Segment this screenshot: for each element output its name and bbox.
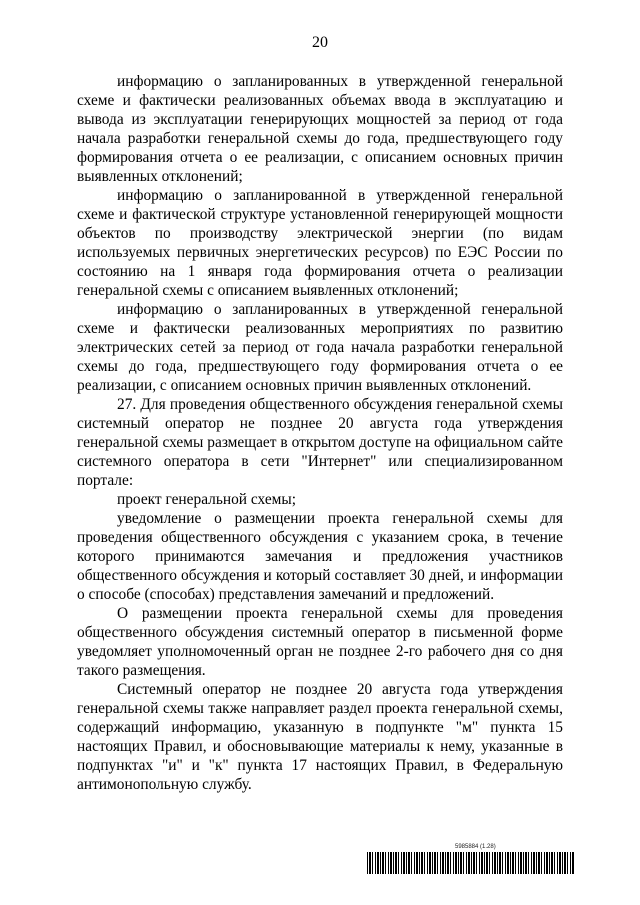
paragraph: информацию о запланированных в утвержденной генеральной схеме и фактически реализованных мероприятиях по развитию электрических сетей за период от года начала разработки генеральной схемы до года, предшествующего году формирования отчета о ее реализации, с описанием основных причин выявленных отклонений.: [77, 301, 563, 394]
paragraph: информацию о запланированных в утвержденной генеральной схеме и фактически реализованных объемах ввода в эксплуатацию и вывода из эксплуатации генерирующих мощностей за период от года начала разработки генеральной схемы до года, предшествующего году формирования отчета о ее реализации, с описанием основных причин выявленных отклонений;: [77, 73, 563, 185]
paragraph: Системный оператор не позднее 20 августа года утверждения генеральной схемы также направляет раздел проекта генеральной схемы, содержащий информацию, указанную в подпункте "м" пункта 15 настоящих Правил, и обосновывающие материалы к нему, указанные в подпунктах "и" и "к" пункта 17 настоящих Правил, в Федеральную антимонопольную службу.: [77, 681, 563, 793]
paragraph: уведомление о размещении проекта генеральной схемы для проведения общественного обсуждения с указанием срока, в течение которого принимаются замечания и предложения участников общественного обсуждения и который составляет 30 дней, и информации о способе (способах) представления замечаний и предложений.: [77, 510, 563, 603]
document-code: 5985884 (1.28): [455, 844, 496, 850]
paragraph: 27. Для проведения общественного обсуждения генеральной схемы системный оператор не позднее 20 августа года утверждения генеральной схемы размещает в открытом доступе на официальном сайте системного оператора в сети "Интернет" или специализированном портале:: [77, 396, 563, 489]
paragraph: информацию о запланированной в утвержденной генеральной схеме и фактической структуре установленной генерирующей мощности объектов по производству электрической энергии (по видам используемых первичных энергетических ресурсов) по ЕЭС России по состоянию на 1 января года формирования отчета о реализации генеральной схемы с описанием выявленных отклонений;: [77, 187, 563, 299]
document-body: [77, 72, 563, 794]
barcode: [367, 852, 575, 874]
page-number: 20: [312, 34, 328, 51]
paragraph: О размещении проекта генеральной схемы для проведения общественного обсуждения системный оператор в письменной форме уведомляет уполномоченный орган не позднее 2-го рабочего дня со дня такого размещения.: [77, 605, 563, 679]
paragraph: проект генеральной схемы;: [117, 491, 297, 508]
